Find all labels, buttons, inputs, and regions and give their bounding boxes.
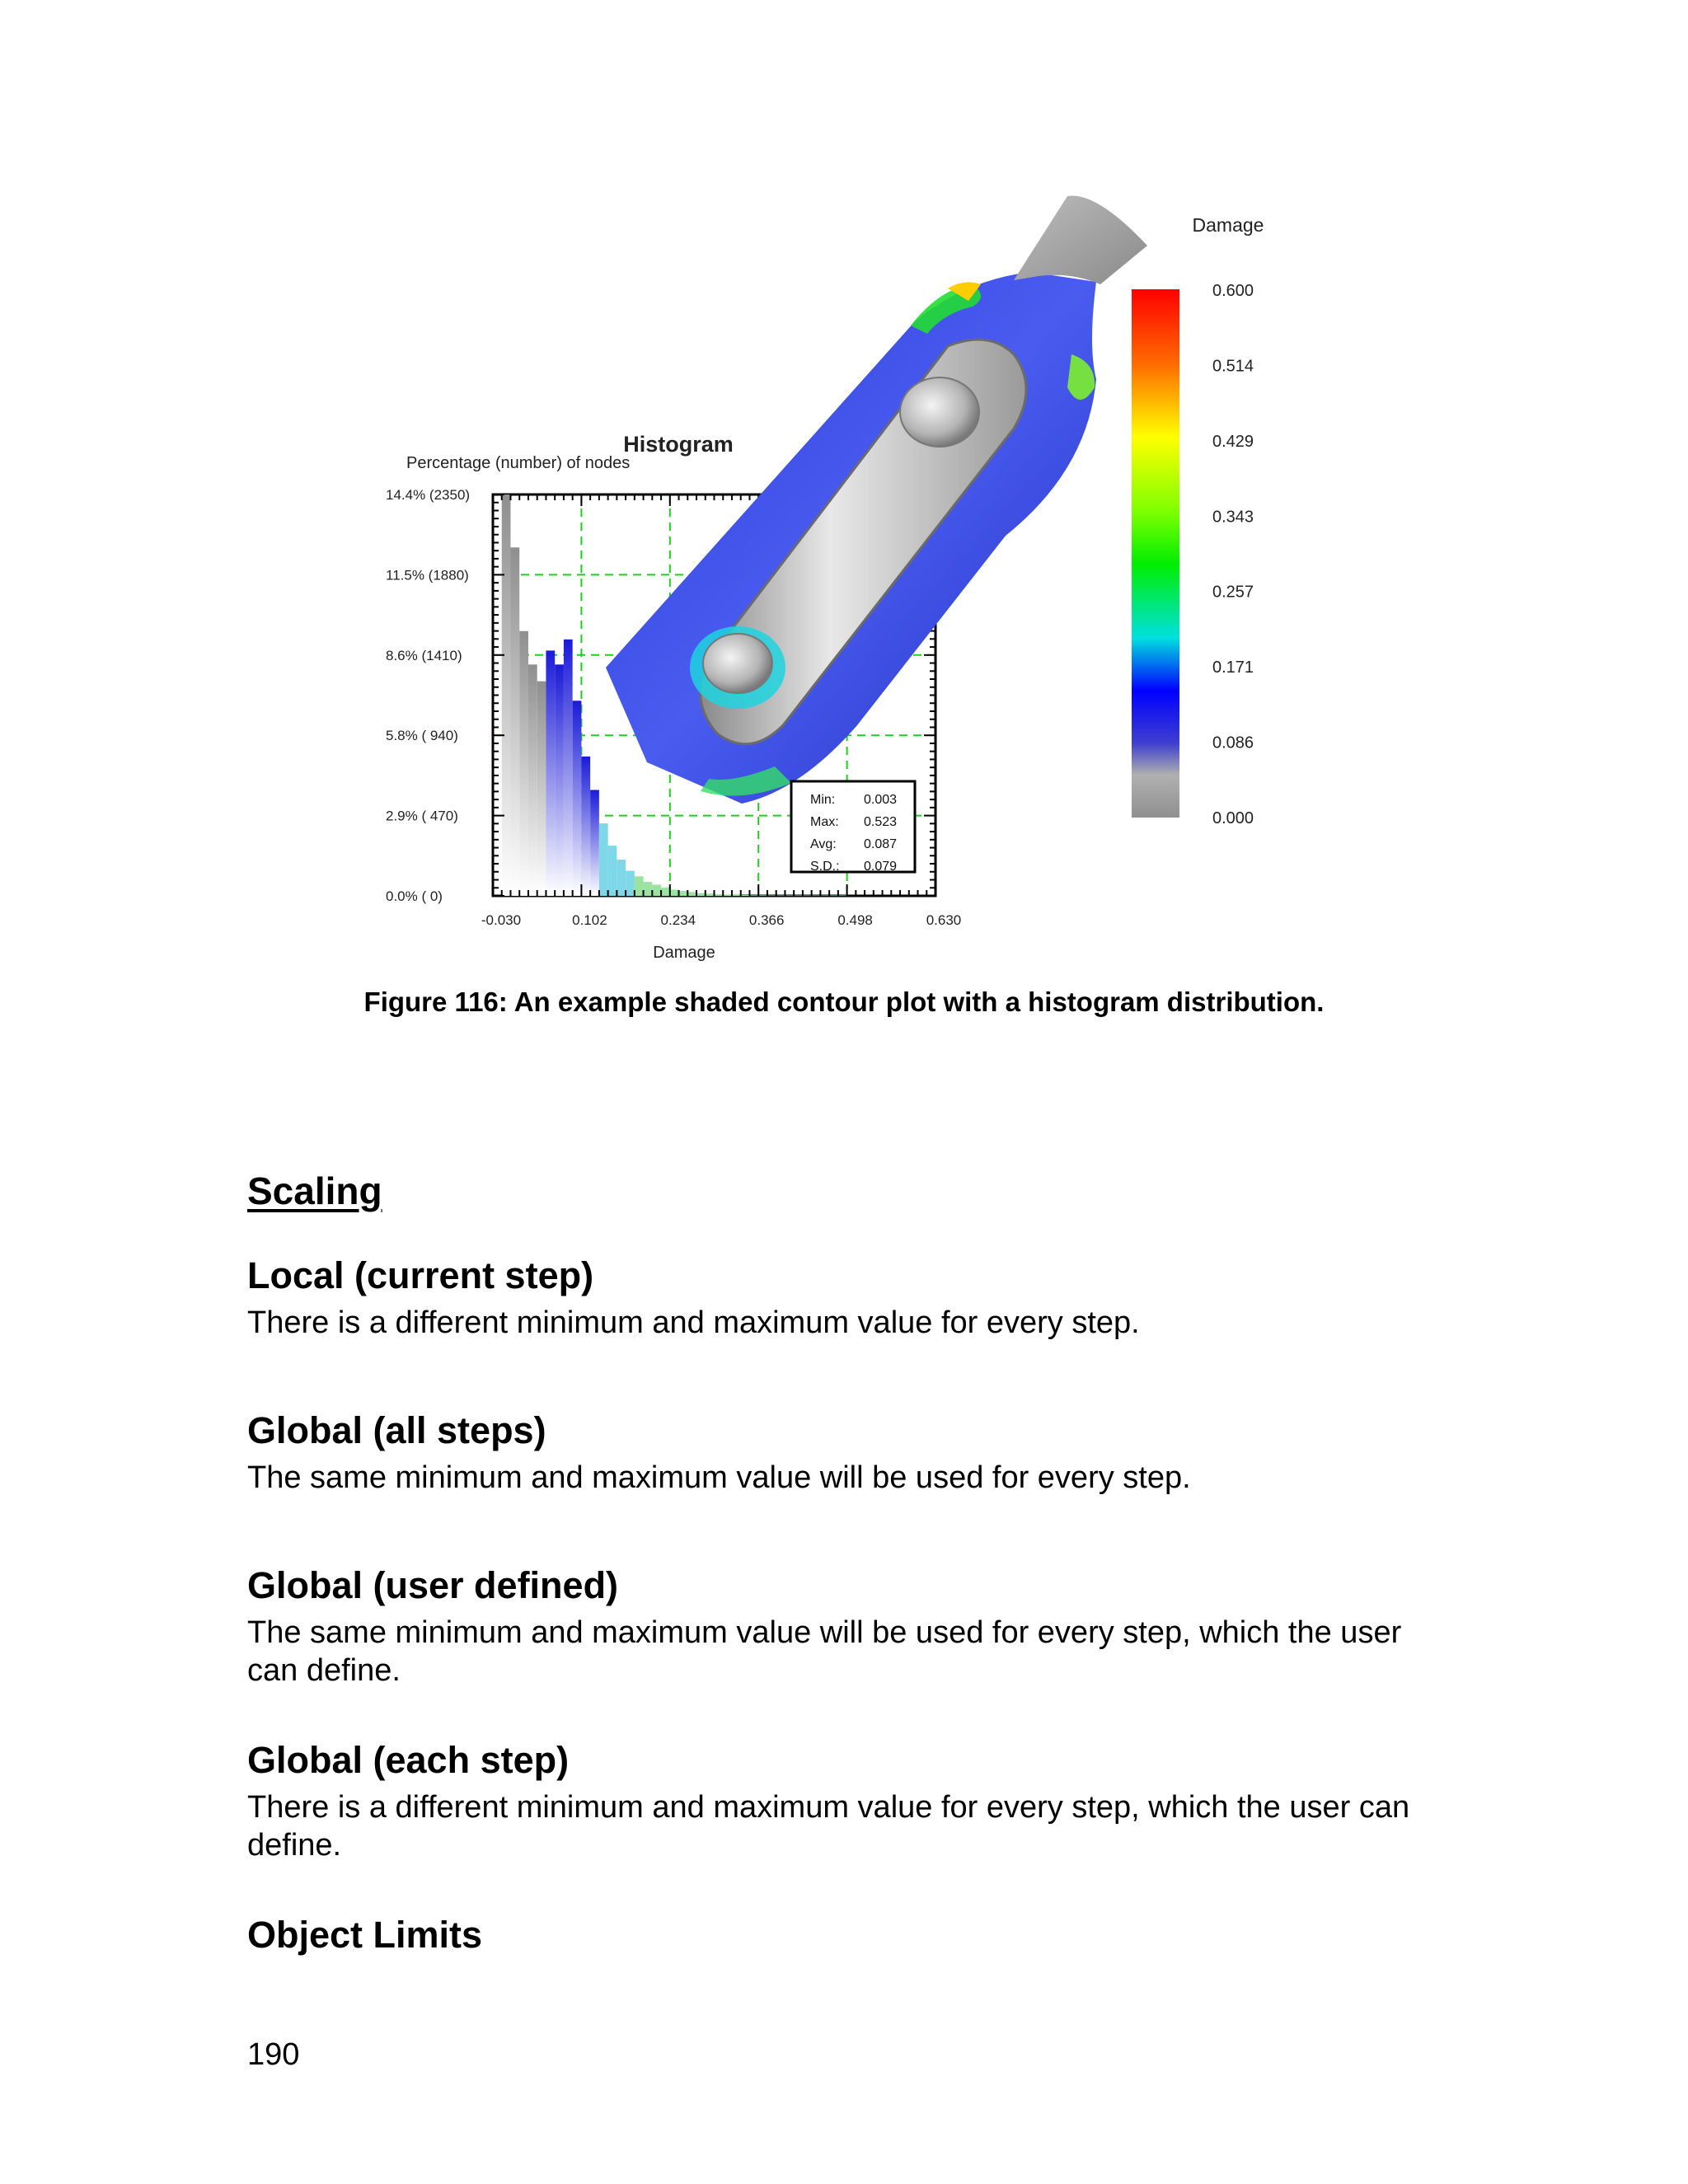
histogram-bar <box>661 888 670 896</box>
x-tick-label: 0.630 <box>926 912 962 928</box>
x-tick-label: 0.102 <box>572 912 607 928</box>
y-axis-label: Percentage (number) of nodes <box>406 454 631 472</box>
legend-label: 0.600 <box>1212 282 1254 300</box>
x-tick-labels <box>481 912 961 928</box>
y-tick-label: 0.0% ( 0) <box>386 888 443 904</box>
y-tick-label: 11.5% (1880) <box>386 567 469 583</box>
y-tick-label: 2.9% ( 470) <box>386 808 458 824</box>
histogram-bar <box>706 893 715 896</box>
legend-label: 0.000 <box>1212 809 1254 827</box>
x-tick-label: 0.498 <box>837 912 873 928</box>
histogram-bar <box>812 896 821 897</box>
histogram-bar <box>626 871 635 896</box>
histogram-bar <box>687 892 696 896</box>
histogram-bar <box>644 882 653 896</box>
histogram-bar <box>608 846 617 896</box>
histogram-bar <box>502 494 511 896</box>
option-desc-global-each: There is a different minimum and maximum value for every step, which the user can define. <box>247 1790 1410 1863</box>
histogram-bar <box>635 876 644 896</box>
stats-label: S.D.: <box>810 860 840 874</box>
stats-label: Avg: <box>810 837 837 851</box>
option-title-global-all: Global (all steps) <box>247 1409 546 1451</box>
legend-labels <box>1212 282 1254 827</box>
legend-color-bar <box>1132 289 1179 818</box>
histogram-bar <box>519 631 528 896</box>
part-lower-boss <box>703 634 772 693</box>
legend-label: 0.257 <box>1212 583 1254 602</box>
histogram-bar <box>590 790 599 896</box>
histogram-bar <box>794 896 803 897</box>
stats-value: 0.523 <box>864 815 898 829</box>
x-tick-label: -0.030 <box>481 912 522 928</box>
histogram-bar <box>537 682 546 896</box>
histogram-bar <box>581 757 590 896</box>
y-tick-label: 5.8% ( 940) <box>386 728 458 744</box>
contour-histogram-figure <box>346 190 1335 981</box>
y-tick-label: 8.6% (1410) <box>386 647 462 663</box>
legend-label: 0.514 <box>1212 357 1254 376</box>
histogram-bar <box>528 664 537 896</box>
histogram-bar <box>838 896 847 897</box>
option-desc-global-all: The same minimum and maximum value will be used for every step. <box>247 1460 1191 1495</box>
part-upper-boss <box>900 377 979 447</box>
histogram-bar <box>715 894 724 896</box>
histogram-bar <box>564 640 573 896</box>
option-title-object-limits: Object Limits <box>247 1914 483 1956</box>
stats-label: Max: <box>810 815 839 829</box>
histogram-bar <box>767 896 776 897</box>
legend-label: 0.343 <box>1212 508 1254 527</box>
page-number: 190 <box>247 2037 300 2072</box>
histogram-bar <box>510 547 519 896</box>
histogram-bar <box>723 894 732 896</box>
legend-label: 0.429 <box>1212 432 1254 451</box>
part-tab <box>1014 196 1147 285</box>
histogram-bar <box>732 895 741 896</box>
legend-label: 0.171 <box>1212 658 1254 677</box>
histogram-bar <box>785 896 794 897</box>
histogram-bar <box>776 896 785 897</box>
histogram-bar <box>599 823 608 896</box>
histogram-bar <box>696 893 706 896</box>
histogram-bar <box>617 860 626 896</box>
histogram-bar <box>679 891 688 896</box>
histogram-bar <box>573 701 582 896</box>
histogram-bar <box>652 884 661 896</box>
stats-value: 0.003 <box>864 793 898 807</box>
option-title-local: Local (current step) <box>247 1254 594 1296</box>
stats-value: 0.079 <box>864 860 898 874</box>
option-title-global-each: Global (each step) <box>247 1739 570 1781</box>
histogram-bar <box>829 896 838 897</box>
stats-box <box>791 781 915 874</box>
option-desc-local: There is a different minimum and maximum value for every step. <box>247 1305 1140 1340</box>
histogram-bar <box>741 895 750 896</box>
y-tick-labels <box>386 487 470 904</box>
histogram-bar <box>758 895 767 896</box>
y-tick-label: 14.4% (2350) <box>386 487 471 503</box>
histogram-bar <box>670 890 679 896</box>
histogram-bar <box>820 896 829 897</box>
x-tick-label: 0.366 <box>748 912 785 928</box>
legend-label: 0.086 <box>1212 733 1254 752</box>
histogram-title: Histogram <box>623 432 734 457</box>
histogram-bar <box>546 650 555 896</box>
histogram-bar <box>555 664 564 896</box>
x-tick-label: 0.234 <box>660 912 696 928</box>
x-axis-label: Damage <box>653 944 715 962</box>
histogram-bar <box>749 895 758 896</box>
figure-caption: Figure 116: An example shaded contour plot with a histogram distribution. <box>363 987 1325 1017</box>
legend-title: Damage <box>1192 214 1264 236</box>
option-desc-global-user: The same minimum and maximum value will be used for every step, which the user can define. <box>247 1615 1402 1688</box>
section-title: Scaling <box>247 1169 382 1212</box>
stats-value: 0.087 <box>864 837 898 851</box>
option-title-global-user: Global (user defined) <box>247 1564 619 1606</box>
stats-label: Min: <box>810 793 836 807</box>
histogram-bar <box>803 896 812 897</box>
